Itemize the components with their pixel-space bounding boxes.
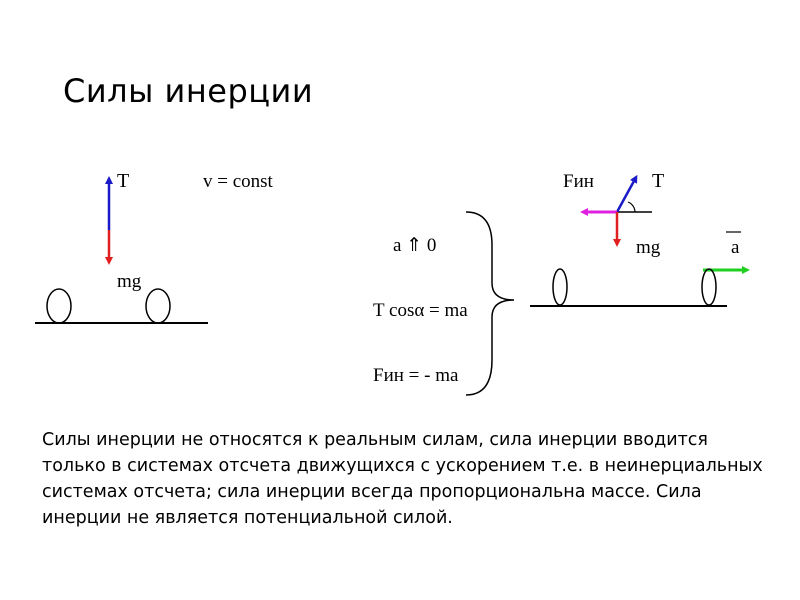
velocity-label: v = const	[203, 171, 273, 192]
inertia-label: Fин	[563, 171, 594, 192]
body-text: Силы инерции не относятся к реальным силам, сила инерции вводится только в системах отсчета движущихся с ускорением т.е. в неинерциальных системах отсчета; сила инерции всегда пропорциональна массе. Сила инерции не является потенциальной силой.	[42, 430, 763, 528]
equations	[373, 212, 514, 395]
brace-icon	[466, 212, 514, 395]
inertia-equation: Fин = - ma	[373, 365, 459, 386]
right-tension-label: T	[652, 170, 665, 192]
left-diagram	[35, 170, 274, 323]
tension-label: T	[117, 170, 130, 192]
wheel-icon	[553, 269, 567, 305]
gravity-label: mg	[117, 271, 142, 292]
slide-title: Силы инерции	[63, 72, 314, 110]
right-diagram	[530, 170, 743, 306]
accel-equation: a ⇑ 0	[393, 235, 437, 256]
tension-arrow-icon	[617, 181, 634, 212]
accel-label: a	[731, 237, 740, 258]
wheel-icon	[702, 269, 716, 305]
wheel-icon	[146, 289, 170, 323]
wheel-icon	[47, 289, 71, 323]
right-gravity-label: mg	[636, 237, 661, 258]
angle-arc	[628, 202, 635, 212]
tension-equation: T cosα = ma	[373, 300, 468, 321]
